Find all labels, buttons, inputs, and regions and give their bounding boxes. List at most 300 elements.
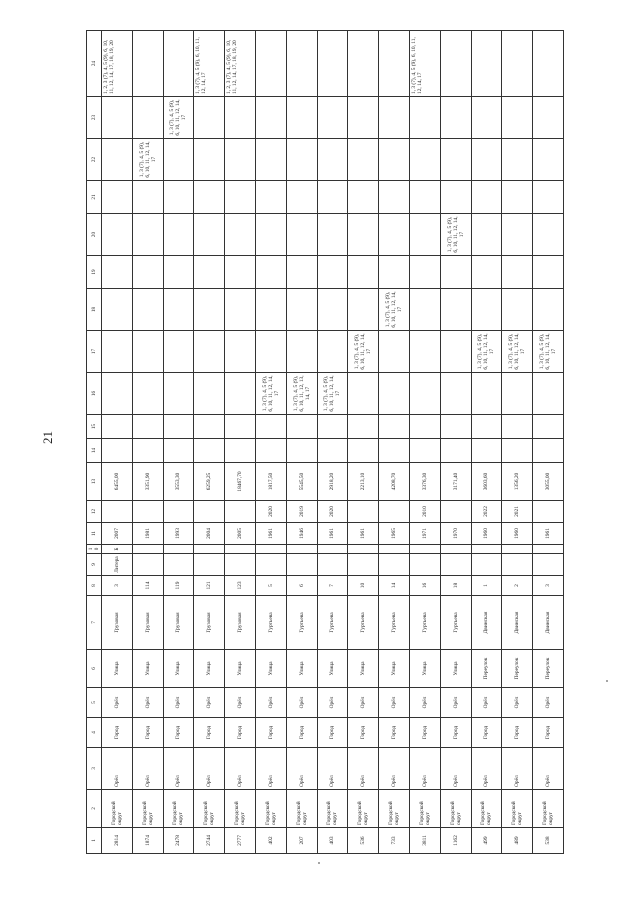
table-cell: [163, 501, 194, 523]
column-number-header: 9: [87, 554, 102, 576]
table-cell: [163, 256, 194, 289]
table-cell: [255, 97, 286, 139]
table-cell: [286, 139, 317, 181]
table-cell: 536: [348, 828, 379, 854]
table-cell: [132, 501, 163, 523]
table-cell: [471, 214, 502, 256]
table-cell: [286, 256, 317, 289]
table-cell: Орёл: [163, 688, 194, 718]
table-cell: Городской округ: [225, 790, 256, 828]
table-cell: [471, 181, 502, 214]
table-cell: 1960: [502, 523, 533, 545]
table-cell: [286, 214, 317, 256]
table-cell: Орёл: [440, 748, 471, 790]
table-cell: [440, 439, 471, 463]
table-cell: Б: [102, 545, 133, 554]
table-cell: [317, 415, 348, 439]
table-cell: 2213,10: [348, 463, 379, 501]
table-cell: 2019: [286, 501, 317, 523]
table-cell: [102, 439, 133, 463]
table-cell: [132, 373, 163, 415]
table-cell: [502, 439, 533, 463]
table-cell: [132, 97, 163, 139]
table-cell: [194, 97, 225, 139]
table-cell: [502, 214, 533, 256]
table-cell: 2010: [409, 501, 440, 523]
table-cell: Орёл: [440, 688, 471, 718]
table-cell: Двинская: [471, 596, 502, 650]
table-cell: [409, 214, 440, 256]
table-cell: [348, 415, 379, 439]
table-cell: Город: [286, 718, 317, 748]
table-cell: Улица: [132, 650, 163, 688]
table-cell: [379, 214, 410, 256]
table-cell: 3171,40: [440, 463, 471, 501]
table-cell: 1, 3 (7), 4, 5 (9), 6, 10, 11, 12, 14, 17: [255, 373, 286, 415]
table-cell: 1874: [132, 828, 163, 854]
table-row: [409, 31, 440, 854]
table-cell: [348, 501, 379, 523]
table-cell: [379, 545, 410, 554]
register-table-area: [86, 30, 558, 854]
table-cell: [317, 256, 348, 289]
table-cell: 1162: [440, 828, 471, 854]
table-cell: [533, 439, 564, 463]
table-cell: 2022: [471, 501, 502, 523]
table-cell: [502, 139, 533, 181]
table-cell: Грузовая: [225, 596, 256, 650]
table-cell: 733: [379, 828, 410, 854]
table-cell: [255, 31, 286, 97]
table-cell: [225, 256, 256, 289]
table-cell: [163, 139, 194, 181]
table-cell: Городской округ: [194, 790, 225, 828]
table-cell: [533, 139, 564, 181]
table-cell: [225, 545, 256, 554]
table-cell: [379, 97, 410, 139]
table-cell: [163, 289, 194, 331]
table-row: [502, 31, 533, 854]
table-cell: [225, 501, 256, 523]
table-cell: Орёл: [102, 688, 133, 718]
table-cell: [440, 501, 471, 523]
table-cell: 114: [132, 576, 163, 596]
table-cell: Орёл: [225, 688, 256, 718]
table-cell: 3: [533, 576, 564, 596]
table-cell: Гуртьева: [317, 596, 348, 650]
table-cell: [132, 214, 163, 256]
table-cell: [317, 139, 348, 181]
table-cell: Гуртьева: [440, 596, 471, 650]
table-cell: 2: [502, 576, 533, 596]
table-cell: [255, 554, 286, 576]
table-cell: [409, 545, 440, 554]
table-cell: 2005: [225, 523, 256, 545]
table-cell: [409, 181, 440, 214]
table-cell: [255, 415, 286, 439]
table-cell: Город: [255, 718, 286, 748]
table-cell: [194, 439, 225, 463]
table-cell: [409, 439, 440, 463]
table-cell: [225, 181, 256, 214]
table-cell: 3376,30: [409, 463, 440, 501]
table-cell: 1356,20: [502, 463, 533, 501]
table-cell: [533, 545, 564, 554]
table-cell: Городской округ: [379, 790, 410, 828]
table-cell: [163, 31, 194, 97]
table-cell: [409, 289, 440, 331]
table-cell: Орёл: [379, 688, 410, 718]
table-cell: [255, 181, 286, 214]
scan-speck: [318, 862, 320, 864]
column-number-header: 23: [87, 97, 102, 139]
table-cell: [286, 554, 317, 576]
table-cell: 1946: [286, 523, 317, 545]
table-cell: Орёл: [255, 688, 286, 718]
table-cell: [379, 331, 410, 373]
table-cell: 5: [255, 576, 286, 596]
table-cell: [255, 289, 286, 331]
table-cell: [102, 501, 133, 523]
column-number-header: 16: [87, 373, 102, 415]
table-cell: [409, 373, 440, 415]
table-cell: [471, 415, 502, 439]
table-cell: [102, 373, 133, 415]
table-cell: 499: [471, 828, 502, 854]
table-cell: 402: [255, 828, 286, 854]
table-cell: Городской округ: [132, 790, 163, 828]
table-row: [194, 31, 225, 854]
table-cell: [348, 31, 379, 97]
table-cell: [194, 289, 225, 331]
table-cell: [317, 331, 348, 373]
table-cell: Гуртьева: [255, 596, 286, 650]
table-cell: 2004: [194, 523, 225, 545]
page-number: 21: [40, 431, 55, 444]
column-number-header: 7: [87, 596, 102, 650]
table-cell: [502, 373, 533, 415]
table-cell: Город: [163, 718, 194, 748]
table-cell: 6259,25: [194, 463, 225, 501]
table-cell: 1961: [533, 523, 564, 545]
table-cell: 18467,70: [225, 463, 256, 501]
table-cell: Двинская: [502, 596, 533, 650]
table-cell: [379, 139, 410, 181]
table-cell: [409, 554, 440, 576]
table-cell: Городской округ: [255, 790, 286, 828]
table-cell: [440, 331, 471, 373]
table-cell: [440, 256, 471, 289]
table-cell: Городской округ: [102, 790, 133, 828]
table-cell: Двинская: [533, 596, 564, 650]
table-cell: Улица: [225, 650, 256, 688]
table-cell: Городской округ: [409, 790, 440, 828]
table-cell: [440, 373, 471, 415]
table-cell: Город: [194, 718, 225, 748]
table-cell: [533, 289, 564, 331]
column-number-header: 11: [87, 523, 102, 545]
table-cell: Городской округ: [286, 790, 317, 828]
table-cell: 1, 3 (7), 4, 5 (9), 6, 10, 11, 12, 14, 17: [132, 139, 163, 181]
table-cell: [409, 415, 440, 439]
table-cell: Переулок: [502, 650, 533, 688]
column-number-header: 3: [87, 748, 102, 790]
table-cell: Улица: [317, 650, 348, 688]
table-row: [440, 31, 471, 854]
table-cell: [348, 139, 379, 181]
table-cell: [225, 554, 256, 576]
table-cell: Гуртьева: [409, 596, 440, 650]
table-cell: [194, 214, 225, 256]
table-cell: [102, 139, 133, 181]
table-cell: Городской округ: [317, 790, 348, 828]
table-row: [533, 31, 564, 854]
table-cell: Орёл: [409, 748, 440, 790]
table-cell: 2814: [102, 828, 133, 854]
table-cell: [102, 415, 133, 439]
table-cell: [317, 214, 348, 256]
table-cell: [502, 545, 533, 554]
table-cell: 1, 3 (7), 4, 5 (9), 6, 10, 11, 12, 14, 17: [194, 31, 225, 97]
table-cell: 403: [317, 828, 348, 854]
table-cell: [255, 331, 286, 373]
table-cell: 4208,70: [379, 463, 410, 501]
table-cell: Орёл: [102, 748, 133, 790]
table-cell: Город: [317, 718, 348, 748]
table-cell: 1: [471, 576, 502, 596]
table-cell: [471, 31, 502, 97]
table-cell: Улица: [409, 650, 440, 688]
table-cell: [533, 181, 564, 214]
table-cell: Переулок: [533, 650, 564, 688]
table-cell: [533, 256, 564, 289]
table-cell: [502, 256, 533, 289]
table-cell: Город: [502, 718, 533, 748]
table-cell: 119: [163, 576, 194, 596]
table-cell: [317, 545, 348, 554]
table-cell: Город: [379, 718, 410, 748]
table-cell: Грузовая: [132, 596, 163, 650]
table-cell: [440, 181, 471, 214]
table-cell: 14: [379, 576, 410, 596]
table-cell: [163, 439, 194, 463]
table-cell: [440, 554, 471, 576]
table-cell: [255, 214, 286, 256]
table-cell: [471, 545, 502, 554]
table-cell: 1, 3 (7), 4, 5 (9), 6, 10, 11, 12, 14, 17: [163, 97, 194, 139]
table-cell: Городской округ: [502, 790, 533, 828]
column-number-header: 14: [87, 439, 102, 463]
table-row: [471, 31, 502, 854]
column-number-header: 10: [87, 545, 102, 554]
table-cell: 489: [502, 828, 533, 854]
table-cell: Орёл: [286, 688, 317, 718]
table-cell: Литера: [102, 554, 133, 576]
table-cell: 1, 3 (7), 4, 5 (9), 6, 10, 11, 12, 14, 17: [379, 289, 410, 331]
table-cell: 1, 3 (7), 4, 5 (9), 6, 10, 11, 12, 14, 17: [317, 373, 348, 415]
table-cell: 2918,20: [317, 463, 348, 501]
table-cell: 1, 2, 3 (7), 4, 5 (9), 6, 10, 11, 12, 14, 17, 18, 19, 20: [225, 31, 256, 97]
table-cell: [533, 31, 564, 97]
table-cell: [132, 31, 163, 97]
table-cell: Орёл: [533, 748, 564, 790]
table-cell: 207: [286, 828, 317, 854]
column-number-header: 5: [87, 688, 102, 718]
table-cell: [255, 545, 286, 554]
table-cell: Улица: [440, 650, 471, 688]
table-cell: 1, 3 (7), 4, 5 (9), 6, 10, 11, 12, 13, 14, 17: [286, 373, 317, 415]
table-cell: Орёл: [409, 688, 440, 718]
table-cell: [132, 415, 163, 439]
table-cell: [225, 415, 256, 439]
table-cell: [317, 97, 348, 139]
table-cell: 1, 3 (7), 4, 5 (9), 6, 10, 11, 12, 14, 17: [440, 214, 471, 256]
column-number-header: 12: [87, 501, 102, 523]
table-cell: [348, 373, 379, 415]
table-cell: [163, 373, 194, 415]
table-cell: Орёл: [132, 748, 163, 790]
table-cell: Гуртьева: [348, 596, 379, 650]
table-cell: [502, 554, 533, 576]
table-cell: [225, 97, 256, 139]
table-cell: [132, 554, 163, 576]
table-cell: Город: [102, 718, 133, 748]
table-cell: 7: [317, 576, 348, 596]
table-cell: 1965: [379, 523, 410, 545]
table-cell: [132, 439, 163, 463]
table-cell: [194, 256, 225, 289]
table-row: [286, 31, 317, 854]
table-cell: Городской округ: [348, 790, 379, 828]
table-cell: 1971: [409, 523, 440, 545]
table-row: [163, 31, 194, 854]
table-cell: [379, 439, 410, 463]
table-cell: [471, 139, 502, 181]
table-cell: Орёл: [502, 748, 533, 790]
table-cell: [440, 545, 471, 554]
table-cell: [533, 373, 564, 415]
table-cell: Переулок: [471, 650, 502, 688]
table-cell: [163, 331, 194, 373]
table-cell: Городской округ: [163, 790, 194, 828]
table-cell: [440, 289, 471, 331]
table-cell: 2021: [502, 501, 533, 523]
column-number-header: 24: [87, 31, 102, 97]
table-cell: [286, 181, 317, 214]
table-cell: Городской округ: [471, 790, 502, 828]
table-cell: [317, 181, 348, 214]
table-row: [102, 31, 133, 854]
table-cell: Город: [348, 718, 379, 748]
table-cell: [255, 139, 286, 181]
table-row: [379, 31, 410, 854]
table-cell: 1960: [471, 523, 502, 545]
table-cell: 16: [409, 576, 440, 596]
table-cell: [255, 256, 286, 289]
table-cell: Грузовая: [163, 596, 194, 650]
table-cell: Город: [409, 718, 440, 748]
table-cell: [225, 214, 256, 256]
table-cell: [317, 31, 348, 97]
table-cell: [225, 439, 256, 463]
table-cell: 6: [286, 576, 317, 596]
table-row: [317, 31, 348, 854]
table-cell: [286, 415, 317, 439]
table-cell: [194, 415, 225, 439]
table-cell: 121: [194, 576, 225, 596]
table-cell: 2478: [163, 828, 194, 854]
table-cell: Улица: [348, 650, 379, 688]
table-cell: [379, 31, 410, 97]
table-cell: [409, 97, 440, 139]
table-cell: 3553,30: [163, 463, 194, 501]
table-cell: 538: [533, 828, 564, 854]
table-cell: [471, 373, 502, 415]
column-number-header: 20: [87, 214, 102, 256]
table-cell: [348, 214, 379, 256]
table-cell: Орёл: [471, 748, 502, 790]
table-cell: [102, 331, 133, 373]
table-cell: [348, 289, 379, 331]
table-cell: 2007: [102, 523, 133, 545]
table-cell: 2020: [317, 501, 348, 523]
table-cell: Городской округ: [533, 790, 564, 828]
table-cell: 3055,00: [533, 463, 564, 501]
table-cell: [379, 256, 410, 289]
table-cell: Орёл: [533, 688, 564, 718]
table-cell: 3603,60: [471, 463, 502, 501]
table-cell: 3811: [409, 828, 440, 854]
table-cell: Улица: [163, 650, 194, 688]
rotated-table-container: [86, 30, 558, 854]
column-number-header: 19: [87, 256, 102, 289]
table-cell: 6455,00: [102, 463, 133, 501]
table-cell: 1, 3 (7), 4, 5 (9), 6, 10, 11, 12, 14, 17: [502, 331, 533, 373]
column-number-header: 18: [87, 289, 102, 331]
table-cell: [194, 373, 225, 415]
table-cell: [348, 439, 379, 463]
table-cell: [440, 31, 471, 97]
table-cell: [502, 415, 533, 439]
table-cell: 1, 3 (7), 4, 5 (9), 6, 10, 11, 12, 14, 17: [471, 331, 502, 373]
table-cell: 1, 3 (7), 4, 5 (9), 6, 10, 11, 12, 14, 17: [348, 331, 379, 373]
table-cell: Орёл: [502, 688, 533, 718]
table-cell: 2020: [255, 501, 286, 523]
table-cell: Улица: [102, 650, 133, 688]
table-cell: 10: [348, 576, 379, 596]
table-cell: 1970: [440, 523, 471, 545]
table-cell: [225, 331, 256, 373]
table-cell: [225, 289, 256, 331]
column-number-header: 13: [87, 463, 102, 501]
table-cell: [132, 545, 163, 554]
table-cell: [163, 545, 194, 554]
table-cell: [317, 439, 348, 463]
table-cell: [317, 289, 348, 331]
table-cell: [471, 439, 502, 463]
table-cell: 3: [102, 576, 133, 596]
table-cell: [348, 181, 379, 214]
table-row: [225, 31, 256, 854]
table-cell: [502, 181, 533, 214]
table-cell: [533, 97, 564, 139]
table-cell: [102, 289, 133, 331]
table-cell: [194, 545, 225, 554]
table-cell: [348, 97, 379, 139]
table-cell: Орёл: [348, 748, 379, 790]
table-cell: [348, 554, 379, 576]
table-cell: [163, 415, 194, 439]
